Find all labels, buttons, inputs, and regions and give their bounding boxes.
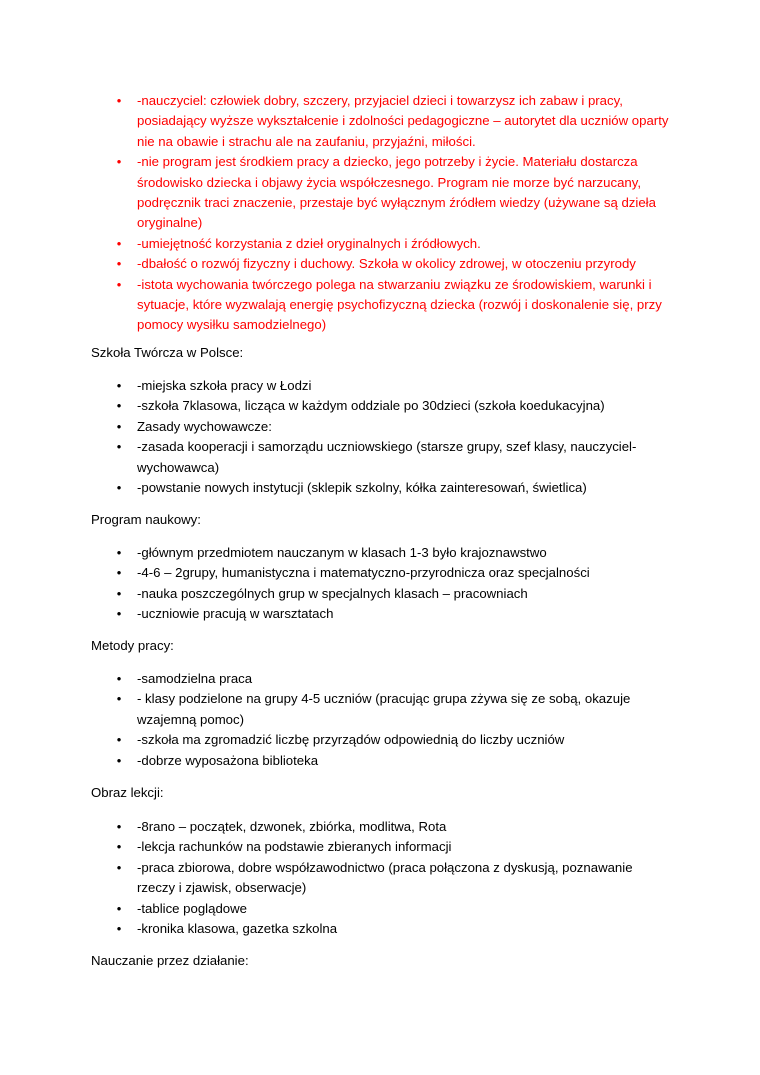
list-item: • -powstanie nowych instytucji (sklepik szkolny, kółka zainteresowań, świetlica) — [91, 478, 671, 498]
list-item: • -tablice poglądowe — [91, 899, 671, 919]
bullet-icon: • — [116, 839, 122, 855]
bullet-icon: • — [116, 276, 122, 292]
section-list — [91, 817, 671, 939]
list-item: • -głównym przedmiotem nauczanym w klasach 1-3 było krajoznawstwo — [91, 543, 671, 563]
list-item: • -nauka poszczególnych grup w specjalnych klasach – pracowniach — [91, 584, 671, 604]
bullet-icon: • — [116, 819, 122, 834]
list-item: • -umiejętność korzystania z dzieł oryginalnych i źródłowych. — [91, 234, 671, 254]
list-item: • -miejska szkoła pracy w Łodzi — [91, 376, 671, 396]
bullet-icon: • — [116, 418, 122, 434]
section-heading: Nauczanie przez działanie: — [91, 953, 249, 968]
list-item: • -lekcja rachunków na podstawie zbieranych informacji — [91, 837, 671, 857]
list-item: • -szkoła 7klasowa, licząca w każdym oddziale po 30dzieci (szkoła koedukacyjna) — [91, 396, 671, 416]
bullet-icon: • — [116, 378, 122, 393]
section-list — [91, 376, 671, 498]
bullet-icon: • — [116, 585, 122, 601]
list-item: • -praca zbiorowa, dobre współzawodnictwo (praca połączona z dyskusją, poznawanie rzeczy i zjawisk, obserwacje) — [91, 858, 671, 899]
list-item: • -uczniowie pracują w warsztatach — [91, 604, 671, 624]
bullet-icon: • — [116, 439, 122, 455]
section-heading: Metody pracy: — [91, 638, 174, 653]
list-item: • Zasady wychowawcze: — [91, 417, 671, 437]
bullet-icon: • — [116, 545, 122, 560]
list-item: • -dobrze wyposażona biblioteka — [91, 751, 671, 771]
list-item: • -nauczyciel: człowiek dobry, szczery, przyjaciel dzieci i towarzysz ich zabaw i pracy, posiadający wyższe wykształcenie i zdolności pedagogiczne – autorytet dla uczniów oparty nie na obawie i strachu ale na zaufaniu, przyjaźni, miłości. — [91, 91, 671, 152]
section-heading: Program naukowy: — [91, 512, 201, 527]
list-item: • - klasy podzielone na grupy 4-5 uczniów (pracując grupa zżywa się ze sobą, okazuje wzajemną pomoc) — [91, 689, 671, 730]
list-item: • -szkoła ma zgromadzić liczbę przyrządów odpowiednią do liczby uczniów — [91, 730, 671, 750]
bullet-icon: • — [116, 480, 122, 496]
list-item: • -dbałość o rozwój fizyczny i duchowy. Szkoła w okolicy zdrowej, w otoczeniu przyrody — [91, 254, 671, 274]
bullet-icon: • — [116, 671, 122, 686]
section-heading: Szkoła Twórcza w Polsce: — [91, 345, 244, 360]
bullet-icon: • — [116, 565, 122, 581]
bullet-icon: • — [116, 154, 122, 170]
section-list-block — [91, 543, 671, 625]
list-item: • -4-6 – 2grupy, humanistyczna i matematyczno-przyrodnicza oraz specjalności — [91, 563, 671, 583]
intro-list — [91, 91, 671, 336]
bullet-icon: • — [116, 606, 122, 622]
bullet-icon: • — [116, 900, 122, 916]
list-item: • -istota wychowania twórczego polega na stwarzaniu związku ze środowiskiem, warunki i sytuacje, które wyzwalają energię psychofizyczną dziecka (rozwój i doskonalenie się, przy pomocy wysiłku samodzielnego) — [91, 275, 671, 336]
section-list-block — [91, 669, 671, 771]
section-list — [91, 669, 671, 771]
list-item: • -zasada kooperacji i samorządu uczniowskiego (starsze grupy, szef klasy, nauczyciel-wychowawca) — [91, 437, 671, 478]
bullet-icon: • — [116, 732, 122, 748]
section-heading: Obraz lekcji: — [91, 785, 164, 800]
bullet-icon: • — [116, 859, 122, 875]
section-list-block — [91, 817, 671, 939]
list-item: • -samodzielna praca — [91, 669, 671, 689]
section-list-block — [91, 376, 671, 498]
intro-list-block — [91, 91, 671, 336]
bullet-icon: • — [116, 691, 122, 707]
bullet-icon: • — [116, 93, 122, 108]
list-item: • -8rano – początek, dzwonek, zbiórka, modlitwa, Rota — [91, 817, 671, 837]
list-item: • -nie program jest środkiem pracy a dziecko, jego potrzeby i życie. Materiału dostarcza środowisko dziecka i objawy życia współczesnego. Program nie morze być narzucany, podręcznik traci znaczenie, przestaje być wyłącznym źródłem wiedzy (używane są dzieła oryginalne) — [91, 152, 671, 234]
bullet-icon: • — [116, 398, 122, 414]
bullet-icon: • — [116, 256, 122, 272]
bullet-icon: • — [116, 752, 122, 768]
bullet-icon: • — [116, 921, 122, 937]
list-item: • -kronika klasowa, gazetka szkolna — [91, 919, 671, 939]
section-list — [91, 543, 671, 625]
bullet-icon: • — [116, 235, 122, 251]
